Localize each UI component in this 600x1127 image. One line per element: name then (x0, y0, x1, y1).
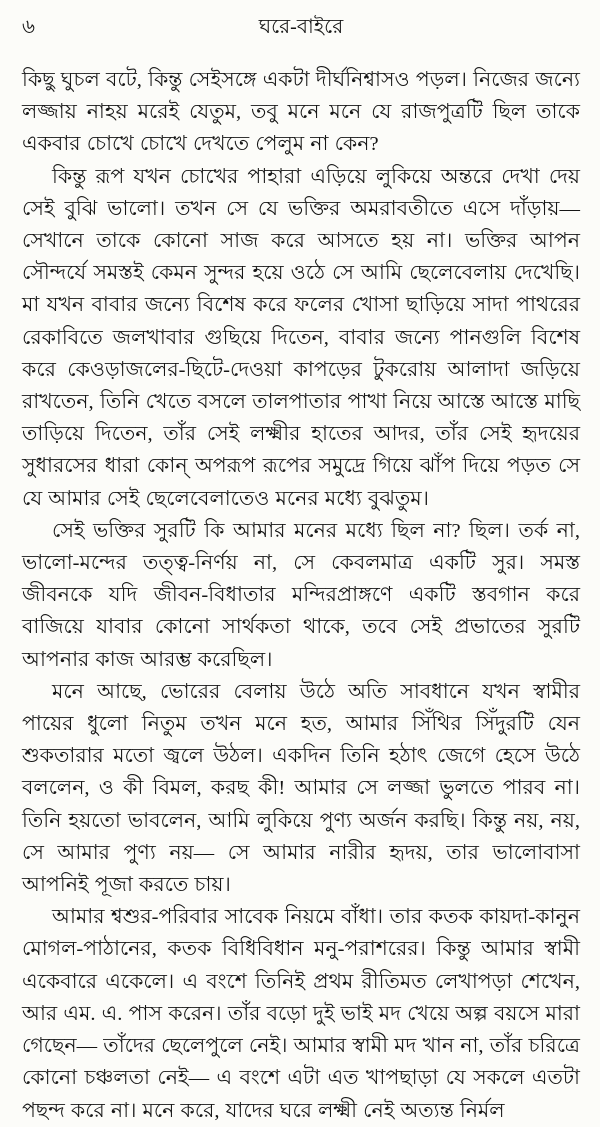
paragraph: কিন্তু রূপ যখন চোখের পাহারা এড়িয়ে লুকিয়ে অন্তরে দেখা দেয় সেই বুঝি ভালো। তখন সে যে ভক্তির অমরাবতীতে এসে দাঁড়ায়— সেখানে তাকে কোনো সাজ করে আসতে হয় না। ভক্তির আপন সৌন্দর্যে সমস্তই কেমন সুন্দর হয়ে ওঠে সে আমি ছেলেবেলায় দেখেছি। মা যখন বাবার জন্যে বিশেষ করে ফলের খোসা ছাড়িয়ে সাদা পাথরের রেকাবিতে জলখাবার গুছিয়ে দিতেন, বাবার জন্যে পানগুলি বিশেষ করে কেওড়াজলের-ছিটে-দেওয়া কাপড়ের টুকরোয় আলাদা জড়িয়ে রাখতেন, তিনি খেতে বসলে তালপাতার পাখা নিয়ে আস্তে আস্তে মাছি তাড়িয়ে দিতেন, তাঁর সেই লক্ষ্মীর হাতের আদর, তাঁর সেই হৃদয়ের সুধারসের ধারা কোন্ অপরূপ রূপের সমুদ্রে গিয়ে ঝাঁপ দিয়ে পড়ত সে যে আমার সেই ছেলেবেলাতেও মনের মধ্যে বুঝতুম। (22, 165, 580, 510)
body-text (22, 64, 580, 1127)
page-number: ৬ (22, 16, 36, 38)
page-header (22, 12, 580, 40)
paragraph: সেই ভক্তির সুরটি কি আমার মনের মধ্যে ছিল না? ছিল। তর্ক না, ভালো-মন্দের তত্ত্ব-নির্ণয় না, সে কেবলমাত্র একটি সুর। সমস্ত জীবনকে যদি জীবন-বিধাতার মন্দিরপ্রাঙ্গণে একটি স্তবগান করে বাজিয়ে যাবার কোনো সার্থকতা থাকে, তবে সেই প্রভাতের সুরটি আপনার কাজ আরম্ভ করেছিল। (22, 519, 580, 671)
paragraph: আমার শ্বশুর-পরিবার সাবেক নিয়মে বাঁধা। তার কতক কায়দা-কানুন মোগল-পাঠানের, কতক বিধিবিধান মনু-পরাশরের। কিন্তু আমার স্বামী একেবারে একেলে। এ বংশে তিনিই প্রথম রীতিমত লেখাপড়া শেখেন, আর এম. এ. পাস করেন। তাঁর বড়ো দুই ভাই মদ খেয়ে অল্প বয়সে মারা গেছেন— তাঁদের ছেলেপুলে নেই। আমার স্বামী মদ খান না, তাঁর চরিত্রে কোনো চঞ্চলতা নেই— এ বংশে এটা এত খাপছাড়া যে সকলে এতটা পছন্দ করে না। মনে করে, যাদের ঘরে লক্ষ্মী নেই অত্যন্ত নির্মল (22, 906, 580, 1122)
paragraph: মনে আছে, ভোরের বেলায় উঠে অতি সাবধানে যখন স্বামীর পায়ের ধুলো নিতুম তখন মনে হত, আমার সিঁথির সিঁদুরটি যেন শুকতারার মতো জ্বলে উঠল। একদিন তিনি হঠাৎ জেগে হেসে উঠে বললেন, ও কী বিমল, করছ কী! আমার সে লজ্জা ভুলতে পারব না। তিনি হয়তো ভাবলেন, আমি লুকিয়ে পুণ্য অর্জন করছি। কিন্তু নয়, নয়, সে আমার পুণ্য নয়— সে আমার নারীর হৃদয়, তার ভালোবাসা আপনিই পূজা করতে চায়। (22, 680, 580, 897)
paragraph-continuation: কিছু ঘুচল বটে, কিন্তু সেইসঙ্গে একটা দীর্ঘনিশ্বাসও পড়ল। নিজের জন্যে লজ্জায় নাহয় মরেই যেতুম, তবু মনে মনে যে রাজপুত্রটি ছিল তাকে একবার চোখে চোখে দেখতে পেলুম না কেন? (22, 69, 580, 156)
running-title: ঘরে-বাইরে (258, 16, 344, 38)
